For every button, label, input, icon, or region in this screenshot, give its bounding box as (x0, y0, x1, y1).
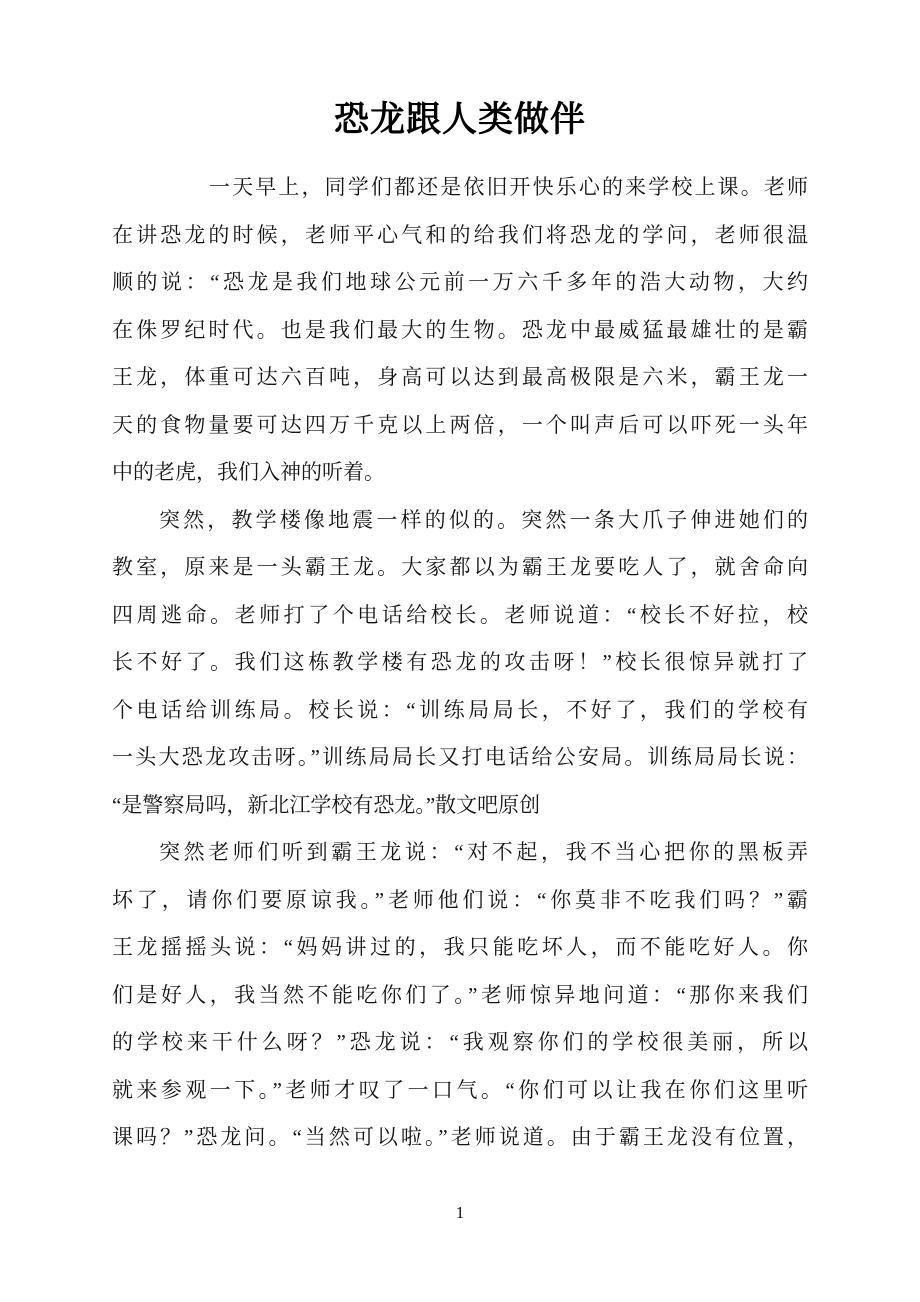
text-line: 一天早上，同学们都还是依旧开快乐心的来学校上课。老师 (209, 175, 808, 199)
text-line: 天的食物量要可达四万千克以上两倍，一个叫声后可以吓死一头年 (112, 412, 808, 437)
paragraph (112, 829, 808, 1162)
text-line: 四周逃命。老师打了个电话给校长。老师说道：“校长不好拉，校 (112, 602, 808, 627)
page-number: 1 (455, 1202, 465, 1222)
document-body (0, 164, 920, 1162)
paragraph (112, 497, 808, 830)
text-line: 王龙摇摇头说：“妈妈讲过的，我只能吃坏人，而不能吃好人。你 (112, 935, 808, 959)
text-line: 长不好了。我们这栋教学楼有恐龙的攻击呀！”校长很惊异就打了 (112, 650, 808, 674)
paragraph (112, 164, 808, 497)
text-line: 的学校来干什么呀？”恐龙说：“我观察你们的学校很美丽，所以 (112, 1030, 808, 1054)
text-line: 突然，教学楼像地震一样的似的。突然一条大爪子伸进她们的 (159, 507, 808, 532)
text-line: 在侏罗纪时代。也是我们最大的生物。恐龙中最威猛最雄壮的是霸 (112, 317, 808, 342)
text-line: 个电话给训练局。校长说：“训练局局长，不好了，我们的学校有 (112, 697, 808, 722)
text-line: 课吗？”恐龙问。“当然可以啦。”老师说道。由于霸王龙没有位置， (112, 1125, 808, 1149)
text-line: 们是好人，我当然不能吃你们了。”老师惊异地问道：“那你来我们 (112, 982, 808, 1007)
text-line: 一头大恐龙攻击呀。”训练局局长又打电话给公安局。训练局局长说： (112, 745, 808, 769)
text-line: 中的老虎，我们入神的听着。 (112, 460, 385, 484)
text-line: “是警察局吗，新北江学校有恐龙。”散文吧原创 (112, 792, 541, 817)
text-line: 突然老师们听到霸王龙说：“对不起，我不当心把你的黑板弄 (159, 840, 808, 864)
document-title: 恐龙跟人类做伴 (333, 100, 586, 139)
text-line: 教室，原来是一头霸王龙。大家都以为霸王龙要吃人了，就舍命向 (112, 555, 808, 579)
text-line: 就来参观一下。”老师才叹了一口气。“你们可以让我在你们这里听 (112, 1077, 808, 1102)
text-line: 顺的说：“恐龙是我们地球公元前一万六千多年的浩大动物，大约 (112, 270, 808, 294)
text-line: 王龙，体重可达六百吨，身高可以达到最高极限是六米，霸王龙一 (112, 365, 808, 389)
text-line: 在讲恐龙的时候，老师平心气和的给我们将恐龙的学问，老师很温 (112, 222, 808, 247)
text-line: 坏了，请你们要原谅我。”老师他们说：“你莫非不吃我们吗？”霸 (112, 887, 808, 912)
